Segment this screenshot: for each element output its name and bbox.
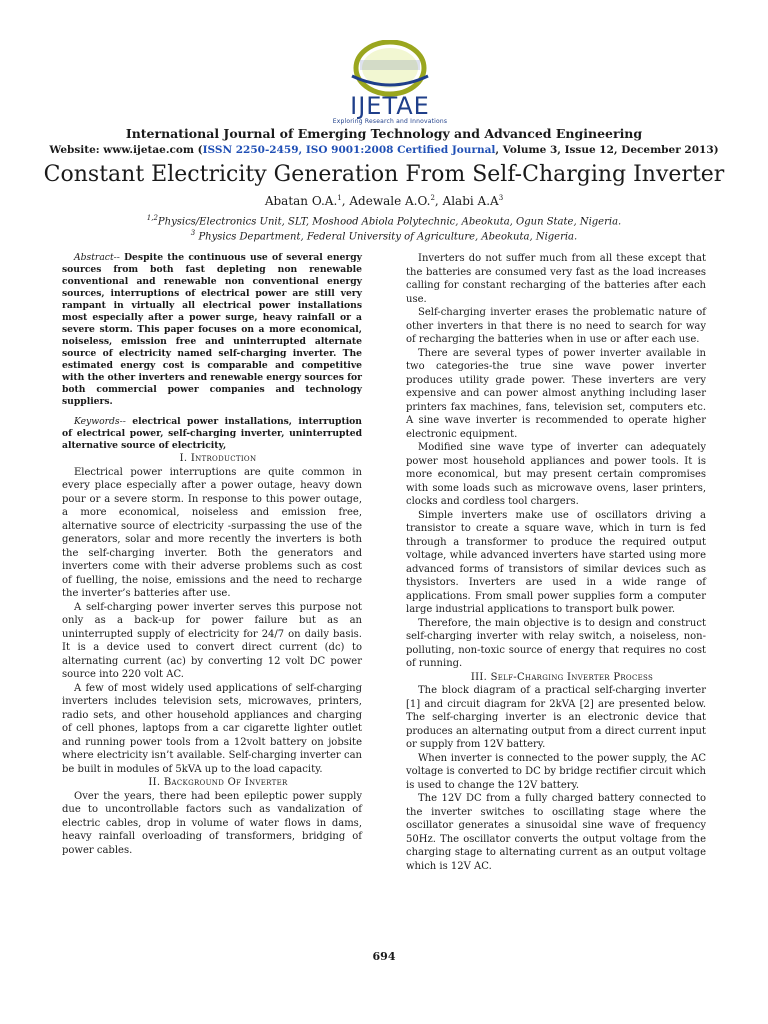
logo-wordmark: IJETAE — [350, 92, 430, 120]
section-3-title: Self-Charging Inverter Process — [490, 671, 654, 683]
logo-emblem-icon — [330, 40, 450, 100]
paragraph: A few of most widely used applications of self-charging inverters includes television sets, microwaves, printers, radio sets, and other household appliances and charging of cell phones, laptops from a car cigarette lighter outlet and running power tools from a 12volt battery on jobsite where electricity isn’t available. Self-charging inverter can be built in modules of 5kVA up to the load capacity. — [62, 682, 362, 775]
paragraph: Electrical power interruptions are quite common in every place especially after a power outage, heavy down pour or a severe storm. In response to this power outage, a more economical, noiseless and emission free, alternative source of electricity -surpassing the use of the generators, solar and more recently the inverters is both the self-charging inverter. Both the generators and inverters come with their adverse problems such as cost of fuelling, the noise, emissions and the need to recharge the inverter’s batteries after use. — [62, 466, 362, 599]
paragraph: Simple inverters make use of oscillators driving a transistor to create a square wave, which in turn is fed through a transformer to produce the required output voltage, while advanced inverters have started using more advanced forms of transistors of similar devices such as thysistors. Inverters are used in a wide range of applications. From small power supplies form a computer large industrial applications to transport bulk power. — [406, 509, 706, 615]
paragraph: There are several types of power inverter available in two categories-the true sine wave power inverter produces utility grade power. These inverters are very expensive and can power almost anything including laser printers fax machines, fans, television set, computers etc. A sine wave inverter is recommended to operate higher electronic equipment. — [406, 347, 706, 440]
paragraph: Modified sine wave type of inverter can adequately power most household appliances and power tools. It is more economical, but may present certain compromises with some loads such as microwave ovens, laser printers, clocks and cordless tool chargers. — [406, 442, 706, 507]
section-2-number: II. — [148, 777, 164, 788]
abstract-label: Abstract-- — [74, 252, 120, 263]
affiliation-1 — [0, 214, 768, 227]
author-1-mark: 1 — [337, 194, 342, 202]
paragraph: Therefore, the main objective is to design and construct self-charging inverter with relay switch, a noiseless, non-polluting, non-toxic source of energy that requires no cost of running. — [406, 617, 706, 669]
affiliation-2-mark: 3 — [190, 229, 196, 237]
page-number: 694 — [372, 950, 396, 963]
journal-title: International Journal of Emerging Technology and Advanced Engineering — [125, 126, 643, 141]
author-1: Abatan O.A. — [264, 194, 338, 208]
section-heading-process — [406, 671, 706, 685]
issn-link[interactable]: ISSN 2250-2459, ISO 9001:2008 Certified Journal — [202, 144, 496, 156]
author-3-mark: 3 — [498, 194, 504, 202]
paragraph: Self-charging inverter erases the problematic nature of other inverters in that there is no need to search for way of recharging the batteries when in use or after each use. — [406, 307, 706, 345]
author-3: , Alabi A.A — [434, 194, 499, 208]
section-3-number: III. — [470, 671, 491, 683]
paragraph: Inverters do not suffer much from all these except that the batteries are consumed very fast as the load increases calling for constant recharging of the batteries after each use. — [406, 253, 706, 305]
paper-title: Constant Electricity Generation From Self-Charging Inverter — [43, 162, 725, 187]
website-prefix: Website: www.ijetae.com ( — [49, 144, 203, 156]
keywords-label: Keywords-- — [74, 416, 126, 427]
affiliation-1-mark: 1,2 — [146, 214, 158, 222]
section-1-title: Introduction — [190, 453, 257, 464]
section-heading-background — [62, 776, 362, 790]
affiliation-2 — [0, 229, 768, 242]
section-2-title: Background Of Inverter — [163, 777, 288, 788]
abstract-text: Despite the continuous use of several energy sources from both fast depleting non renewable conventional and renewable non conventional energy sources, interruptions of electrical power are still very rampant in virtually all electrical power installations most especially after a power surge, heavy rainfall or a severe storm. This paper focuses on a more economical, noiseless, emission free and uninterrupted alternate source of electricity named self-charging inverter. The estimated energy cost is comparable and competitive with the other inverters and renewable energy sources for both commercial power companies and technology suppliers. — [62, 252, 362, 407]
author-2-mark: 2 — [430, 194, 435, 202]
right-column — [406, 252, 706, 873]
author-list — [0, 194, 768, 208]
keywords-text: electrical power installations, interruption of electrical power, self-charging inverter, uninterrupted alternative source of electricity, — [62, 416, 362, 451]
affiliation-1-text: Physics/Electronics Unit, SLT, Moshood Abiola Polytechnic, Abeokuta, Ogun State, Nigeria. — [157, 216, 622, 228]
paragraph: A self-charging power inverter serves this purpose not only as a back-up for power failure but as an uninterrupted supply of electricity for 24/7 on daily basis. It is a device used to convert direct current (dc) to alternating current (ac) by converting 12 volt DC power source into 220 volt AC. — [62, 601, 362, 680]
section-1-number: I. — [179, 453, 191, 464]
section-heading-introduction — [62, 452, 362, 466]
website-suffix: , Volume 3, Issue 12, December 2013) — [495, 144, 719, 156]
abstract — [62, 252, 362, 408]
affiliation-2-text: Physics Department, Federal University of Agriculture, Abeokuta, Nigeria. — [195, 231, 578, 243]
paragraph: The 12V DC from a fully charged battery connected to the inverter switches to oscillating stage where the oscillator generates a sinusoidal sine wave of frequency 50Hz. The oscillator converts the output voltage from the charging stage to alternating current as an output voltage which is 12V AC. — [406, 793, 706, 872]
journal-website-line — [0, 144, 768, 156]
paragraph: Over the years, there had been epileptic power supply due to uncontrollable factors such as vandalization of electric cables, drop in volume of water flows in dams, heavy rainfall overloading of transformers, bridging of power cables. — [62, 790, 362, 856]
author-2: , Adewale A.O. — [341, 194, 431, 208]
left-column — [62, 252, 362, 857]
paragraph: The block diagram of a practical self-charging inverter [1] and circuit diagram for 2kVA [2] are presented below. The self-charging inverter is an electronic device that produces an alternating output from a direct current input or supply from 12V battery. — [406, 685, 706, 750]
keywords — [62, 416, 362, 452]
logo-tagline: Exploring Research and Innovations — [332, 118, 448, 125]
journal-logo — [330, 40, 450, 126]
paragraph: When inverter is connected to the power supply, the AC voltage is converted to DC by bridge rectifier circuit which is used to change the 12V battery. — [406, 752, 706, 791]
